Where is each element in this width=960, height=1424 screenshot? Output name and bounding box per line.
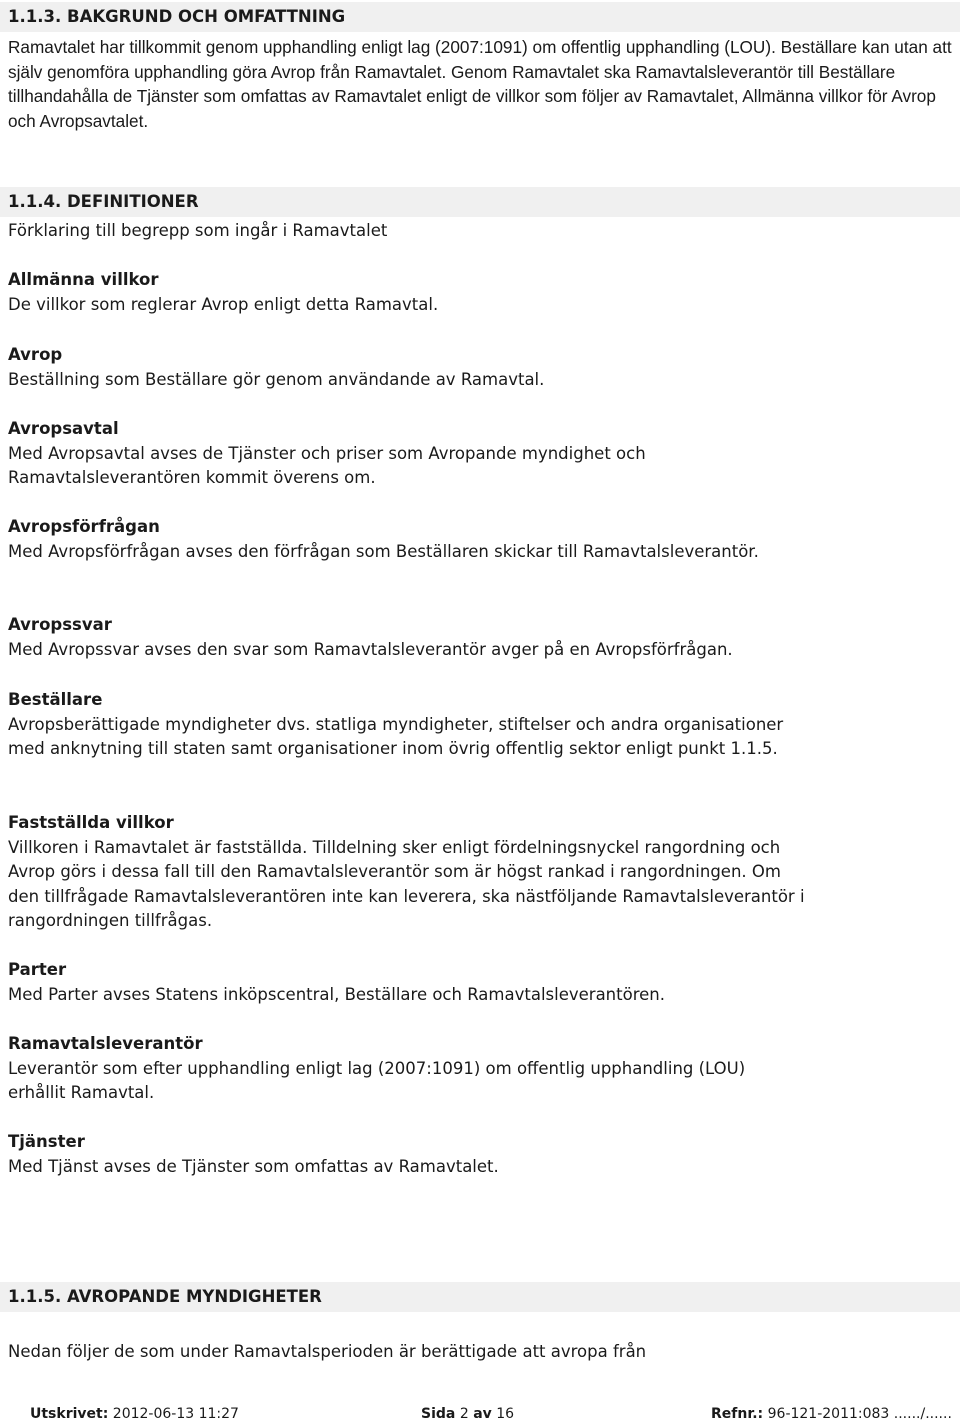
definitions-intro: Förklaring till begrepp som ingår i Ramavtalet [8, 221, 388, 240]
definition-term: Avrop [8, 345, 63, 364]
definition-text: Avropsberättigade myndigheter dvs. statliga myndigheter, stiftelser och andra organisationer med anknytning till staten samt organisationer inom övrig offentlig sektor enligt punkt 1.1.5. [8, 714, 784, 758]
definition-text: Villkoren i Ramavtalet är fastställda. Tilldelning sker enligt fördelningsnyckel rangordning och Avrop görs i dessa fall till den Ramavtalsleverantör som är högst rankad i rangordningen. Om den tillfrågade Ramavtalsleverantören inte kan leverera, ska nästföljande Ramavtalsleverantör i rangordningen tillfrågas. [8, 837, 805, 930]
footer-page-total: 16 [496, 1406, 515, 1422]
page-footer [0, 1402, 960, 1422]
definition-term: Avropssvar [8, 615, 112, 634]
definition-text: Med Tjänst avses de Tjänster som omfattas av Ramavtalet. [8, 1156, 499, 1176]
section-heading-avropande: 1.1.5. AVROPANDE MYNDIGHETER [0, 1282, 960, 1312]
section-heading-bakgrund: 1.1.3. BAKGRUND OCH OMFATTNING [0, 2, 960, 32]
definition-text: Med Avropsförfrågan avses den förfrågan som Beställaren skickar till Ramavtalsleverantör. [8, 541, 759, 561]
footer-page-number: 2 [459, 1406, 469, 1422]
definition-item [8, 417, 698, 491]
section-heading-definitioner: 1.1.4. DEFINITIONER [0, 187, 960, 217]
definition-text: Beställning som Beställare gör genom användande av Ramavtal. [8, 369, 545, 389]
definition-item [8, 688, 808, 762]
definition-item [8, 958, 953, 1007]
definition-text: Leverantör som efter upphandling enligt lag (2007:1091) om offentlig upphandling (LOU) erhållit Ramavtal. [8, 1058, 746, 1102]
definition-item [8, 1032, 788, 1106]
section-body-bakgrund: Ramavtalet har tillkommit genom upphandling enligt lag (2007:1091) om offentlig upphandling (LOU). Beställare kan utan att själv genomföra upphandling göra Avrop från Ramavtalet. Genom Ramavtalet ska Ramavtalsleverantör till Beställare tillhandahålla de Tjänster som omfattas av Ramavtalet enligt de villkor som följer av Ramavtalet, Allmänna villkor för Avrop och Avropsavtalet. [8, 37, 952, 131]
definition-term: Avropsförfrågan [8, 517, 160, 536]
section-body-avropande: Nedan följer de som under Ramavtalsperioden är berättigade att avropa från [8, 1342, 647, 1361]
footer-page-label: Sida [421, 1406, 456, 1422]
footer-printed-label: Utskrivet: [30, 1406, 109, 1422]
definition-term: Parter [8, 960, 67, 979]
definition-term: Beställare [8, 690, 103, 709]
definition-text: Med Avropsavtal avses de Tjänster och priser som Avropande myndighet och Ramavtalsleverantören kommit överens om. [8, 443, 646, 487]
definition-text: Med Parter avses Statens inköpscentral, Beställare och Ramavtalsleverantören. [8, 984, 665, 1004]
definition-item [8, 343, 953, 392]
definition-item [8, 1130, 953, 1179]
definition-term: Avropsavtal [8, 419, 119, 438]
definition-term: Ramavtalsleverantör [8, 1034, 203, 1053]
footer-printed-value: 2012-06-13 11:27 [112, 1406, 239, 1422]
footer-ref-label: Refnr.: [711, 1406, 764, 1422]
footer-page [421, 1404, 514, 1424]
definition-item [8, 268, 953, 317]
footer-ref [711, 1404, 952, 1424]
definition-term: Allmänna villkor [8, 270, 159, 289]
definition-text: De villkor som reglerar Avrop enligt detta Ramavtal. [8, 294, 439, 314]
definition-text: Med Avropssvar avses den svar som Ramavtalsleverantör avger på en Avropsförfrågan. [8, 639, 733, 659]
definition-item [8, 811, 808, 934]
definition-term: Fastställda villkor [8, 813, 174, 832]
footer-page-of: av [473, 1406, 492, 1422]
definition-term: Tjänster [8, 1132, 85, 1151]
definition-item [8, 515, 953, 564]
definition-item [8, 613, 953, 662]
footer-printed [30, 1404, 239, 1424]
footer-ref-value: 96-121-2011:083 ....../...... [767, 1406, 952, 1422]
